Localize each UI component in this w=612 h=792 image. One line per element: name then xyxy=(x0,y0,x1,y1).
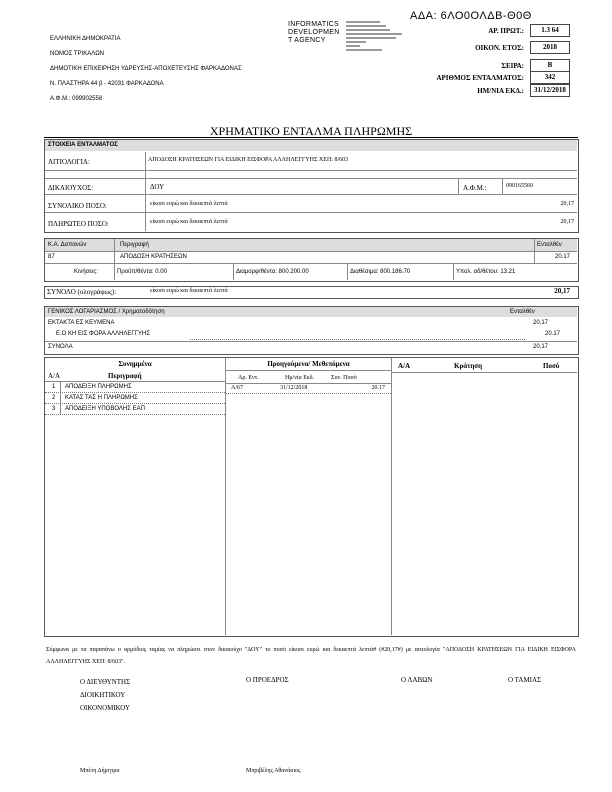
total-value: 20,17 xyxy=(560,201,574,207)
afm-label: Α.Φ.Μ.: xyxy=(463,184,487,192)
issuer-line: Ν. ΠΛΑΣΤΗΡΑ 44 β - 42031 ΦΑΡΚΑΔΟΝΑ xyxy=(50,81,164,87)
prev-row-date: 31/12/2018 xyxy=(280,385,308,391)
prev-row-sum: 20.17 xyxy=(371,385,385,391)
divider xyxy=(114,263,115,280)
accounts-row2-label: Ε.Ο ΚΗ ΕΙΣ ΦΟΡΑ ΑΛΛΗΛΕΓΓΥΗΣ xyxy=(56,331,151,337)
director-name: Μπέτη Δήμητρα xyxy=(80,768,120,774)
logo-line: INFORMATICS xyxy=(288,21,340,28)
afm-value: 090165560 xyxy=(506,183,533,189)
divider xyxy=(145,152,146,231)
row-desc: ΑΠΟΔΟΣΗ ΚΡΑΤΗΣΕΩΝ xyxy=(120,254,187,260)
prev-row-ar: Α/67 xyxy=(231,385,243,391)
divider xyxy=(233,263,234,280)
prev-col-date: Ημ/νία Εκδ. xyxy=(285,375,315,381)
series-value: Β xyxy=(530,59,570,72)
series-label: ΣΕΙΡΑ: xyxy=(501,62,524,70)
issuer-line: ΝΟΜΟΣ ΤΡΙΚΑΛΩΝ xyxy=(50,51,105,57)
accounts-total-label: ΣΥΝΟΛΑ xyxy=(48,344,73,350)
president-name: Μπριβέλης Αθανάσιος xyxy=(246,768,301,774)
signature-cashier: Ο ΤΑΜΙΑΣ xyxy=(508,676,542,684)
sum-row xyxy=(44,286,579,299)
prev-col-sum: Συν. Ποσό xyxy=(331,375,357,381)
payee-value: ΔΟΥ xyxy=(150,183,165,191)
section-payment-info-heading: ΣΤΟΙΧΕΙΑ ΕΝΤΑΛΜΑΤΟΣ xyxy=(48,142,118,148)
issuer-block xyxy=(50,32,242,107)
payable-words: είκοσι ευρώ και δεκαεπτά λεπτά xyxy=(150,219,228,225)
title-rule xyxy=(44,137,578,138)
dotted-leader xyxy=(190,339,525,340)
total-label: ΣΥΝΟΛΙΚΟ ΠΟΣΟ: xyxy=(48,202,107,210)
col-desc: Περιγραφή xyxy=(120,242,149,248)
diathes-value: Διαθέσιμα: 800.186.70 xyxy=(350,269,411,275)
issuer-line: Α.Φ.Μ.: 099902558 xyxy=(50,96,103,102)
divider xyxy=(391,358,392,635)
col-amount: Ενταλθέν xyxy=(537,242,562,248)
divider xyxy=(60,381,61,414)
signature-receiver: Ο ΛΑΒΩΝ xyxy=(401,676,433,684)
prev-heading: Προηγούμενα/ Μεθεπόμενα xyxy=(267,360,350,368)
attachments-heading: Συνημμένα xyxy=(118,360,152,368)
attachment-desc: ΑΠΟΔΕΙΞΗ ΥΠΟΒΟΛΗΣ ΕΑΠ xyxy=(65,406,145,412)
divider xyxy=(392,372,577,373)
logo-line: T AGENCY xyxy=(288,37,326,44)
row-amount: 20.17 xyxy=(554,254,570,260)
divider xyxy=(502,178,503,194)
director-line: ΔΙΟΙΚΗΤΙΚΟΥ xyxy=(80,691,126,699)
attachment-aa: 1 xyxy=(52,384,56,390)
logo-line: DEVELOPMEN xyxy=(288,29,340,36)
divider xyxy=(45,263,577,264)
director-line: Ο ΔΙΕΥΘΥΝΤΗΣ xyxy=(80,678,131,686)
divider xyxy=(453,263,454,280)
prov-value: Προϋπ/θέντα: 0.00 xyxy=(117,269,167,275)
sum-words: είκοσι ευρώ και δεκαεπτά λεπτά xyxy=(150,288,228,294)
accounts-row1-value: 20.17 xyxy=(532,320,548,326)
year-value: 2018 xyxy=(530,41,570,54)
row-ka: 87 xyxy=(48,254,55,260)
accounts-total-value: 20.17 xyxy=(532,344,548,350)
footer-text: Σύμφωνα με τα παραπάνω ο αρμόδιος ταμίας να πληρώσει στον δικαιούχο "ΔΟΥ" το ποσό είκοσι ευρώ και δεκαεπτά λεπτά# (#20,17#) με αιτιολογία "ΑΠΟΔΟΣΗ ΚΡΑΤΗΣΕΩΝ ΓΙΑ ΕΙΔΙΚΗ ΕΙΣΦΟΡΑ ΑΛΛΗΛΕΓΓΥΗΣ ΧΕΠ: 8/603". xyxy=(46,647,576,665)
attachment-aa: 2 xyxy=(52,395,56,401)
col-ka: Κ.Α. Δαπανών xyxy=(48,242,87,248)
ypol-value: Υπολ. αδ/θέτου: 13.21 xyxy=(456,269,516,275)
attachment-aa: 3 xyxy=(52,406,56,412)
accounts-col-amount: Ενταλθέν xyxy=(510,309,535,315)
section-payment-info-header xyxy=(45,140,577,151)
accounts-row1-label: ΕΚΤΑΚΤΑ ΕΣ ΚΕΥΜΕΝΑ xyxy=(48,320,115,326)
reason-value: ΑΠΟΔΟΣΗ ΚΡΑΤΗΣΕΩΝ ΓΙΑ ΕΙΔΙΚΗ ΕΙΣΦΟΡΑ ΑΛΛΗΛΕΓΓΥΗΣ ΧΕΠ: 8/603 xyxy=(148,157,349,163)
diamorf-value: Διαμορφ/θέντα: 800.200.00 xyxy=(236,269,309,275)
attachments-col-desc: Περιγραφή xyxy=(108,372,142,380)
divider xyxy=(226,383,391,384)
issuer-line: ΔΗΜΟΤΙΚΗ ΕΠΙΧΕΙΡΗΣΗ ΥΔΡΕΥΣΗΣ-ΑΠΟΧΕΤΕΥΣΗΣ ΦΑΡΚΑΔΟΝΑΣ xyxy=(50,66,242,72)
attachment-desc: ΑΠΟΔΕΙΞΗ ΠΛΗΡΩΜΗΣ xyxy=(65,384,132,390)
logo xyxy=(288,21,340,45)
prot-label: ΑΡ. ΠΡΩΤ.: xyxy=(488,27,524,35)
date-value: 31/12/2018 xyxy=(530,84,570,97)
dotted-leader xyxy=(45,392,225,393)
divider xyxy=(45,212,577,213)
accounts-row2-value: 20.17 xyxy=(544,331,560,337)
divider xyxy=(226,370,391,371)
payable-value: 20,17 xyxy=(560,219,574,225)
divider xyxy=(347,263,348,280)
logo-fineprint-graphic xyxy=(346,20,406,56)
dotted-leader xyxy=(45,414,225,415)
payable-label: ΠΛΗΡΩΤΕΟ ΠΟΣΟ: xyxy=(48,220,109,228)
sum-value: 20,17 xyxy=(554,287,570,295)
divider xyxy=(45,381,225,382)
attachments-col-aa: Α/Α xyxy=(48,372,61,380)
issuer-line: ΕΛΛΗΝΙΚΗ ΔΗΜΟΚΡΑΤΙΑ xyxy=(50,36,121,42)
year-label: ΟΙΚΟΝ. ΕΤΟΣ: xyxy=(475,44,524,52)
divider xyxy=(45,194,577,195)
signature-director xyxy=(80,676,130,715)
divider xyxy=(45,341,577,342)
deductions-col-name: Κράτηση xyxy=(454,362,483,370)
dotted-leader xyxy=(45,403,225,404)
total-words: είκοσι ευρώ και δεκαεπτά λεπτά xyxy=(150,201,228,207)
divider xyxy=(225,358,226,635)
divider xyxy=(45,178,577,179)
prev-col-ar: Αρ. Εντ. xyxy=(238,375,259,381)
signature-president: Ο ΠΡΟΕΔΡΟΣ xyxy=(246,676,289,684)
num-label: ΑΡΙΘΜΟΣ ΕΝΤΑΛΜΑΤΟΣ: xyxy=(436,74,524,82)
prot-value: 1.3 64 xyxy=(530,24,570,37)
ada-code: ΑΔΑ: 6ΛΟ0ΟΛΔΒ-Θ0Θ xyxy=(410,10,532,22)
date-label: ΗΜ/ΝΙΑ ΕΚΔ.: xyxy=(477,87,524,95)
sum-label: ΣΥΝΟΛΟ (ολογράφως): xyxy=(47,288,117,296)
deductions-col-aa: Α/Α xyxy=(398,362,411,370)
divider xyxy=(45,170,577,171)
attachment-desc: ΚΑΤΑΣ ΤΑΣ Η ΠΛΗΡΩΜΗΣ xyxy=(65,395,138,401)
director-line: ΟΙΚΟΝΟΜΙΚΟΥ xyxy=(80,704,131,712)
divider xyxy=(45,251,577,252)
reason-label: ΑΙΤΙΟΛΟΓΙΑ: xyxy=(48,158,90,166)
dotted-leader xyxy=(226,393,391,394)
kinisis-label: Κινήσεις: xyxy=(74,269,98,275)
divider xyxy=(458,178,459,194)
page-title: ΧΡΗΜΑΤΙΚΟ ΕΝΤΑΛΜΑ ΠΛΗΡΩΜΗΣ xyxy=(209,124,413,138)
accounts-col-desc: ΓΕΝΙΚΟΣ ΛΟΓΑΡΙΑΣΜΟΣ / Χρηματοδότηση xyxy=(48,309,165,315)
deductions-col-amount: Ποσό xyxy=(543,362,560,370)
payee-label: ΔΙΚΑΙΟΥΧΟΣ: xyxy=(48,184,94,192)
section-payment-info xyxy=(44,139,579,233)
num-value: 342 xyxy=(530,71,570,84)
